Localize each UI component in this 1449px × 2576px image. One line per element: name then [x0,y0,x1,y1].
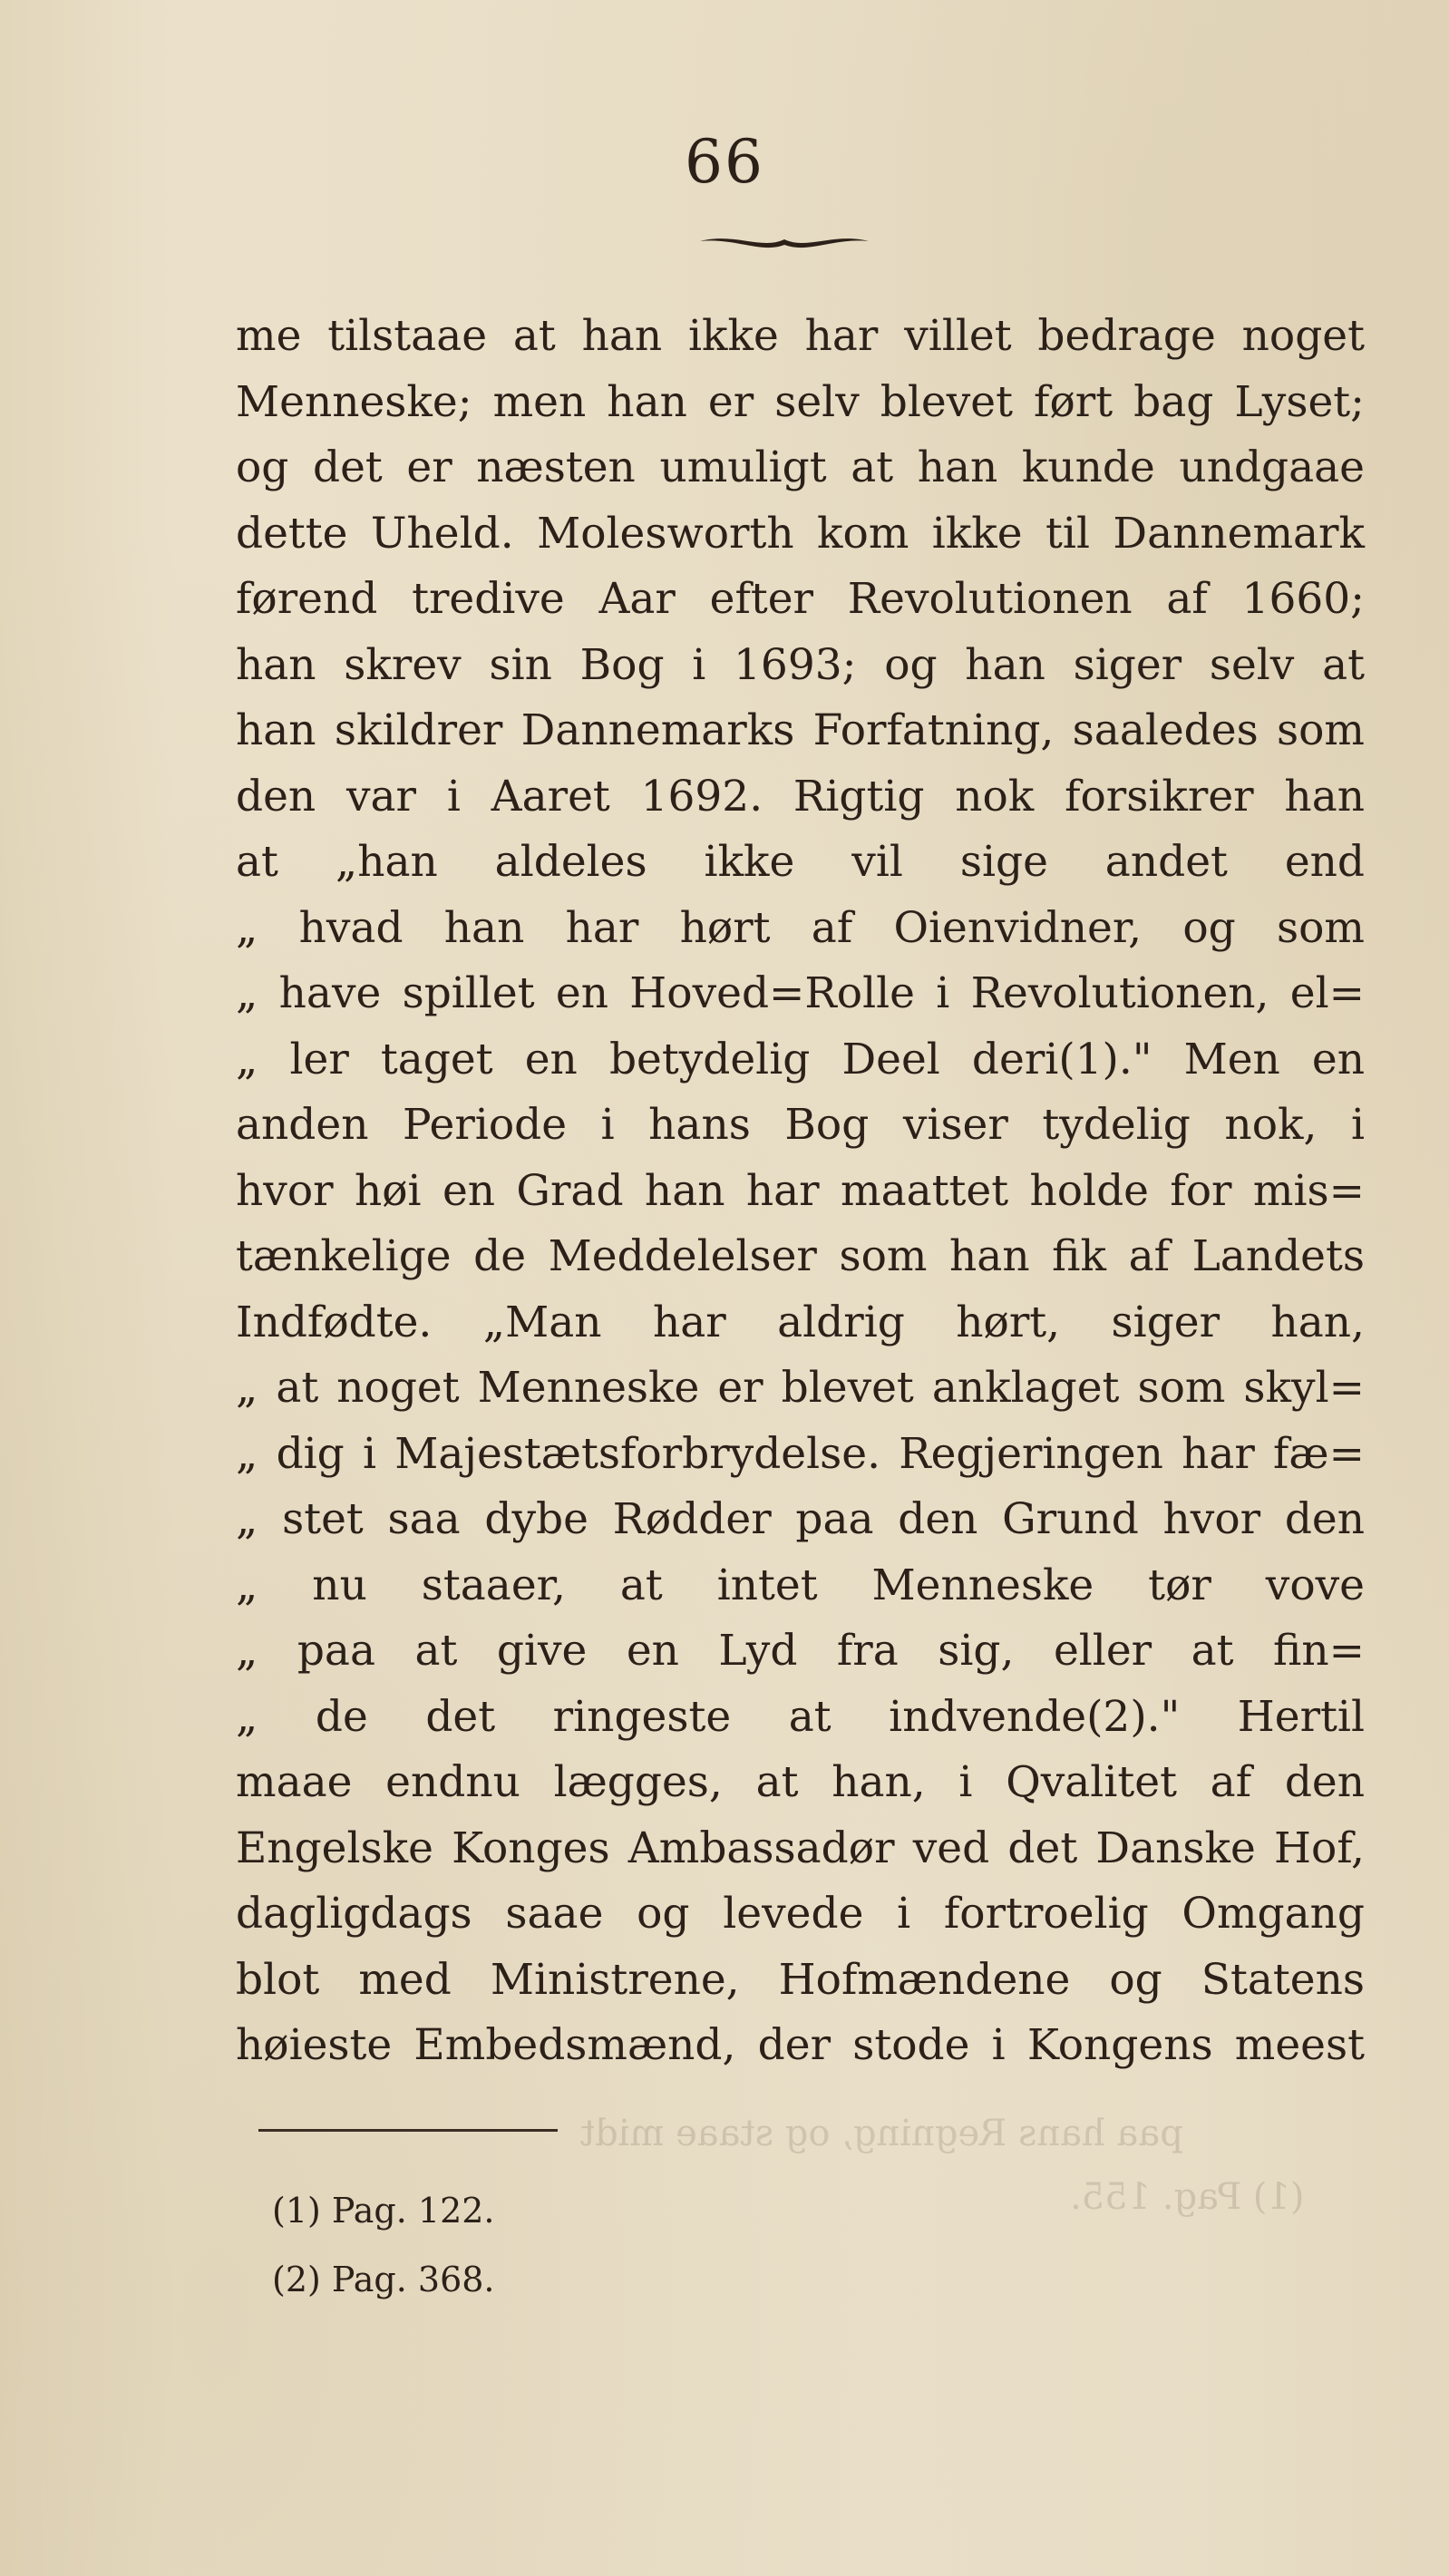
text-line: „ dig i Majestætsforbrydelse. Regjeringen har fæ= [236,1428,1365,1479]
text-line: „ have spillet en Hoved=Rolle i Revolutionen, el= [236,968,1365,1018]
text-line: og det er næsten umuligt at han kunde undgaae [236,442,1365,492]
text-line: han skrev sin Bog i 1693; og han siger selv at [236,639,1365,690]
ornament-divider [698,227,870,254]
text-line: Menneske; men han er selv blevet ført bag Lyset; [236,376,1365,427]
text-line: at „han aldeles ikke vil sige andet end [236,837,1365,887]
text-line: me tilstaae at han ikke har villet bedrage noget [236,311,1365,361]
text-line: hvor høi en Grad han har maattet holde for mis= [236,1165,1365,1216]
text-line: Indfødte. „Man har aldrig hørt, siger han, [236,1297,1365,1347]
page-number: 66 [685,127,764,197]
text-line: blot med Ministrene, Hofmændene og Statens [236,1954,1365,2005]
show-through-text: (1) Pag. 155. [1070,2176,1305,2218]
text-line: Engelske Konges Ambassadør ved det Danske Hof, [236,1823,1365,1873]
text-line: anden Periode i hans Bog viser tydelig nok, i [236,1100,1365,1150]
footnotes [272,2176,495,2314]
text-line: dette Uheld. Molesworth kom ikke til Dannemark [236,508,1365,559]
footnote-rule [258,2129,558,2132]
footnote: (1) Pag. 122. [272,2191,495,2231]
text-line: „ nu staaer, at intet Menneske tør vove [236,1560,1365,1610]
text-line: maae endnu lægges, at han, i Qvalitet af den [236,1757,1365,1807]
text-line: „ ler taget en betydelig Deel deri(1)." Men en [236,1034,1365,1084]
text-line: han skildrer Dannemarks Forfatning, saaledes som [236,705,1365,755]
text-line: „ de det ringeste at indvende(2)." Hertil [236,1691,1365,1742]
body-text [236,304,1365,2079]
text-line: den var i Aaret 1692. Rigtig nok forsikrer han [236,771,1365,821]
text-line: „ at noget Menneske er blevet anklaget som skyl= [236,1363,1365,1413]
text-line: dagligdags saae og levede i fortroelig Omgang [236,1889,1365,1939]
show-through-text: paa hans Regning, og staae midt [580,2113,1183,2154]
text-line: tænkelige de Meddelelser som han fik af Landets [236,1231,1365,1281]
text-line: „ paa at give en Lyd fra sig, eller at fin= [236,1626,1365,1676]
text-line: førend tredive Aar efter Revolutionen af 1660; [236,574,1365,624]
text-line: „ stet saa dybe Rødder paa den Grund hvor den [236,1494,1365,1544]
text-line: „ hvad han har hørt af Oienvidner, og som [236,902,1365,953]
text-line: høieste Embedsmænd, der stode i Kongens meest [236,2020,1365,2070]
footnote: (2) Pag. 368. [272,2260,495,2299]
